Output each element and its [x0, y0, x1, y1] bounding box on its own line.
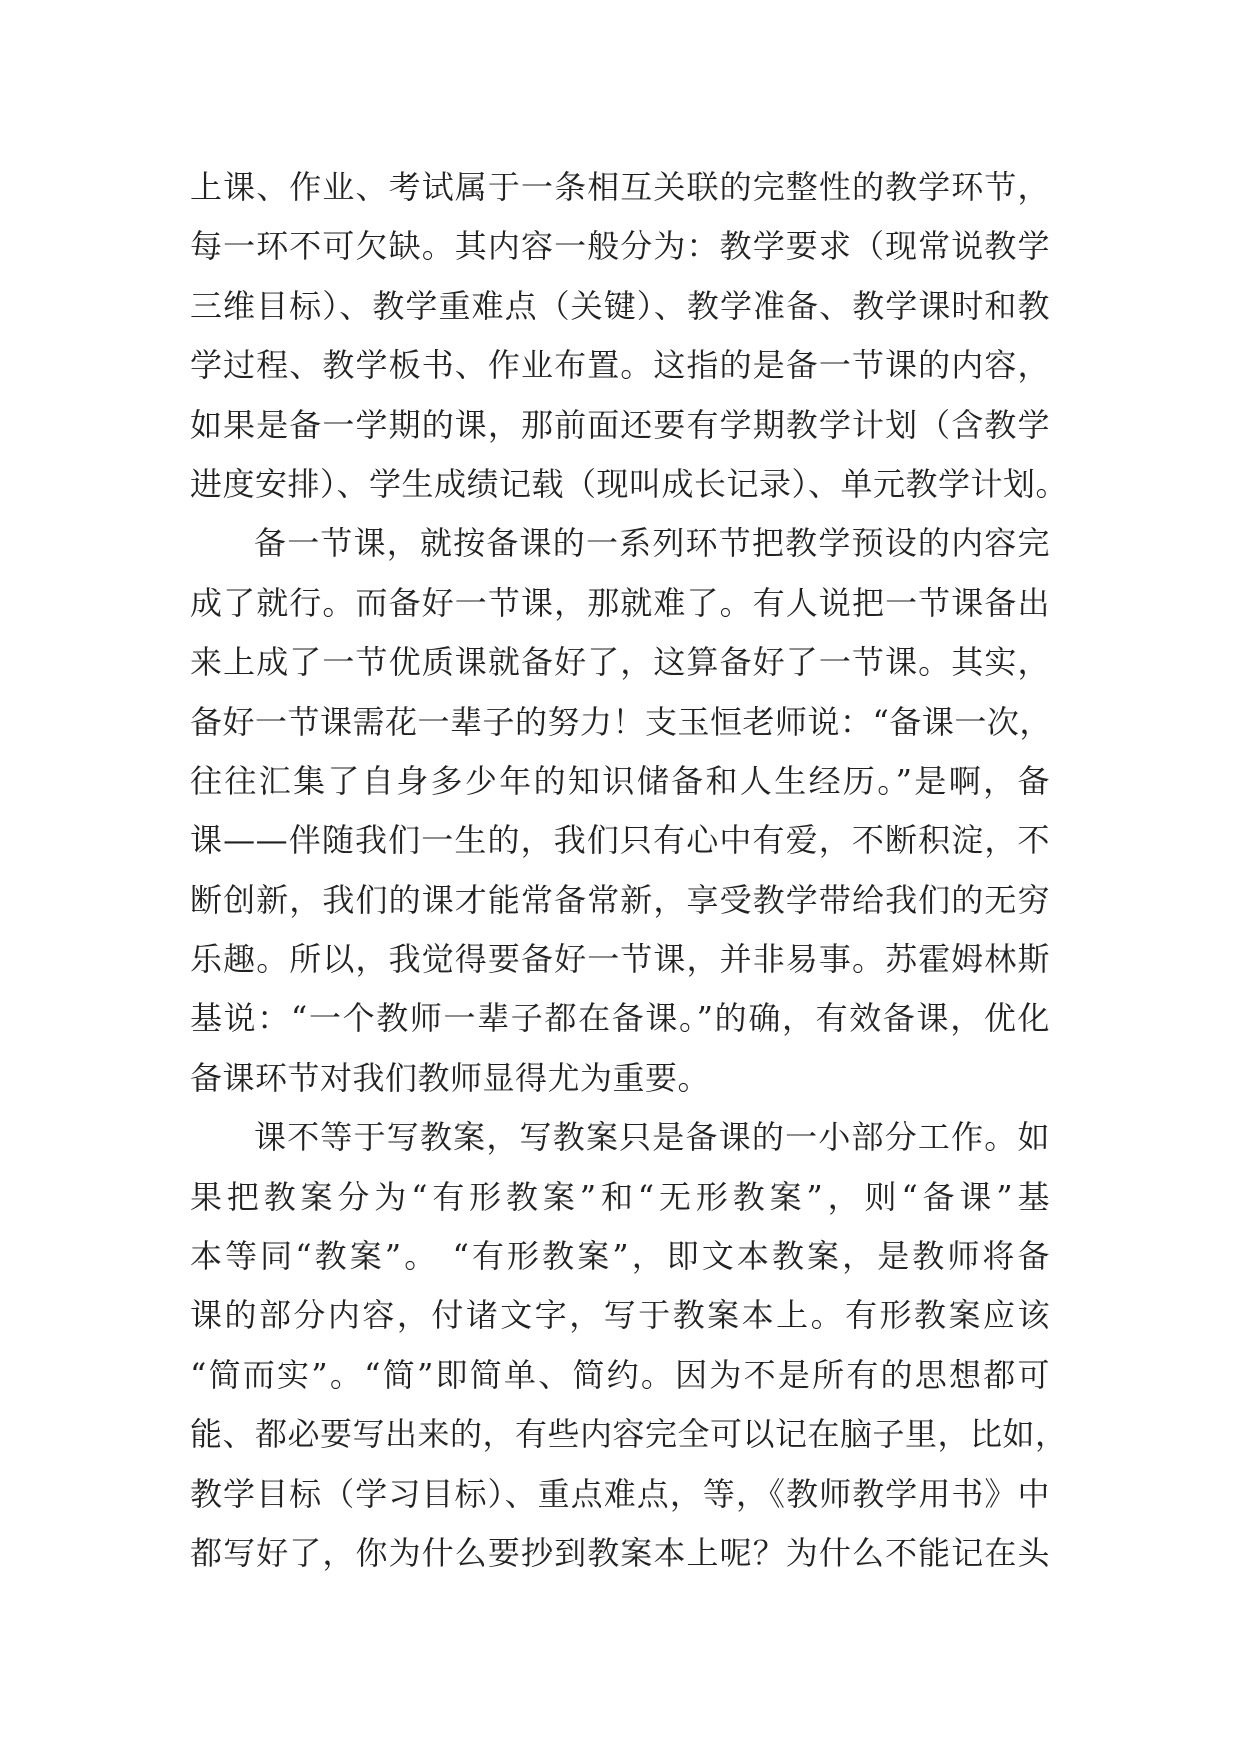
paragraph-1-line-4: 学过程、教学板书、作业布置。这指的是备一节课的内容， [190, 346, 1050, 385]
paragraph-3-line-8: 都写好了，你为什么要抄到教案本上呢？为什么不能记在头 [190, 1533, 1050, 1572]
paragraph-3-line-5: “简而实”。“简”即简单、简约。因为不是所有的思想都可 [190, 1355, 1050, 1394]
paragraph-3-line-7: 教学目标（学习目标）、重点难点，等，《教师教学用书》中 [190, 1474, 1050, 1513]
paragraph-2-line-8: 乐趣。所以，我觉得要备好一节课，并非易事。苏霍姆林斯 [190, 940, 1050, 979]
paragraph-2-line-10: 备课环节对我们教师显得尤为重要。 [190, 1058, 711, 1097]
body-text [190, 158, 1069, 1583]
paragraph-2-line-2: 成了就行。而备好一节课，那就难了。有人说把一节课备出 [190, 583, 1050, 622]
paragraph-3-line-2: 果把教案分为“有形教案”和“无形教案”，则“备课”基 [190, 1177, 1050, 1216]
paragraph-1-line-6: 进度安排）、学生成绩记载（现叫成长记录）、单元教学计划。 [190, 464, 1069, 503]
paragraph-1-line-3: 三维目标）、教学重难点（关键）、教学准备、教学课时和教 [190, 286, 1050, 325]
paragraph-2-line-9: 基说：“一个教师一辈子都在备课。”的确，有效备课，优化 [190, 999, 1050, 1038]
paragraph-3-line-4: 课的部分内容，付诸文字，写于教案本上。有形教案应该 [190, 1296, 1050, 1335]
paragraph-3-line-1: 课不等于写教案，写教案只是备课的一小部分工作。如 [254, 1118, 1050, 1157]
paragraph-2-line-4: 备好一节课需花一辈子的努力！支玉恒老师说：“备课一次， [190, 702, 1052, 741]
paragraph-3-line-3: 本等同“教案”。 “有形教案”，即文本教案，是教师将备 [190, 1237, 1050, 1276]
paragraph-1-line-1: 上课、作业、考试属于一条相互关联的完整性的教学环节， [190, 168, 1050, 206]
paragraph-2-line-3: 来上成了一节优质课就备好了，这算备好了一节课。其实， [190, 643, 1050, 682]
paragraph-3-line-6: 能、都必要写出来的，有些内容完全可以记在脑子里，比如， [190, 1415, 1068, 1454]
paragraph-2-line-1: 备一节课，就按备课的一系列环节把教学预设的内容完 [254, 524, 1050, 563]
paragraph-1-line-5: 如果是备一学期的课，那前面还要有学期教学计划（含教学 [190, 405, 1050, 444]
paragraph-2-line-7: 断创新，我们的课才能常备常新，享受教学带给我们的无穷 [190, 880, 1050, 919]
paragraph-2-line-6: 课——伴随我们一生的，我们只有心中有爱，不断积淀，不 [190, 821, 1050, 860]
paragraph-1-line-2: 每一环不可欠缺。其内容一般分为：教学要求（现常说教学 [190, 227, 1050, 266]
paragraph-2-line-5: 往往汇集了自身多少年的知识储备和人生经历。”是啊，备 [190, 761, 1050, 800]
